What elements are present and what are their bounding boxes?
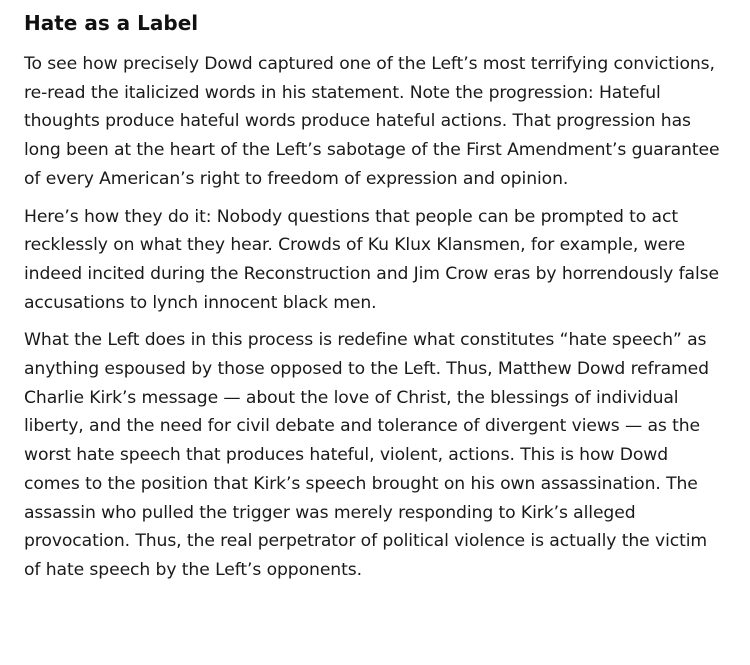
article-paragraph-1: To see how precisely Dowd captured one of the Left’s most terrifying convictions, re-read the italicized words in his statement. Note the progression: Hateful thoughts produce hateful words produce hateful actions. That progression has long been at the heart of the Left’s sabotage of the First Amendment’s guarantee of every American’s right to freedom of expression and opinion. [24, 54, 720, 189]
article-paragraph-3: What the Left does in this process is redefine what constitutes “hate speech” as anything espoused by those opposed to the Left. Thus, Matthew Dowd reframed Charlie Kirk’s message — about the love of Christ, the blessings of individual liberty, and the need for civil debate and tolerance of divergent views — as the worst hate speech that produces hateful, violent, actions. This is how Dowd comes to the position that Kirk’s speech brought on his own assassination. The assassin who pulled the trigger was merely responding to Kirk’s alleged provocation. Thus, the real perpetrator of political violence is actually the victim of hate speech by the Left’s opponents. [24, 330, 709, 580]
section-heading: Hate as a Label [24, 11, 199, 35]
article-paragraph-2: Here’s how they do it: Nobody questions that people can be prompted to act recklessly on what they hear. Crowds of Ku Klux Klansmen, for example, were indeed incited during the Reconstruction and Jim Crow eras by horrendously false accusations to lynch innocent black men. [24, 206, 719, 313]
